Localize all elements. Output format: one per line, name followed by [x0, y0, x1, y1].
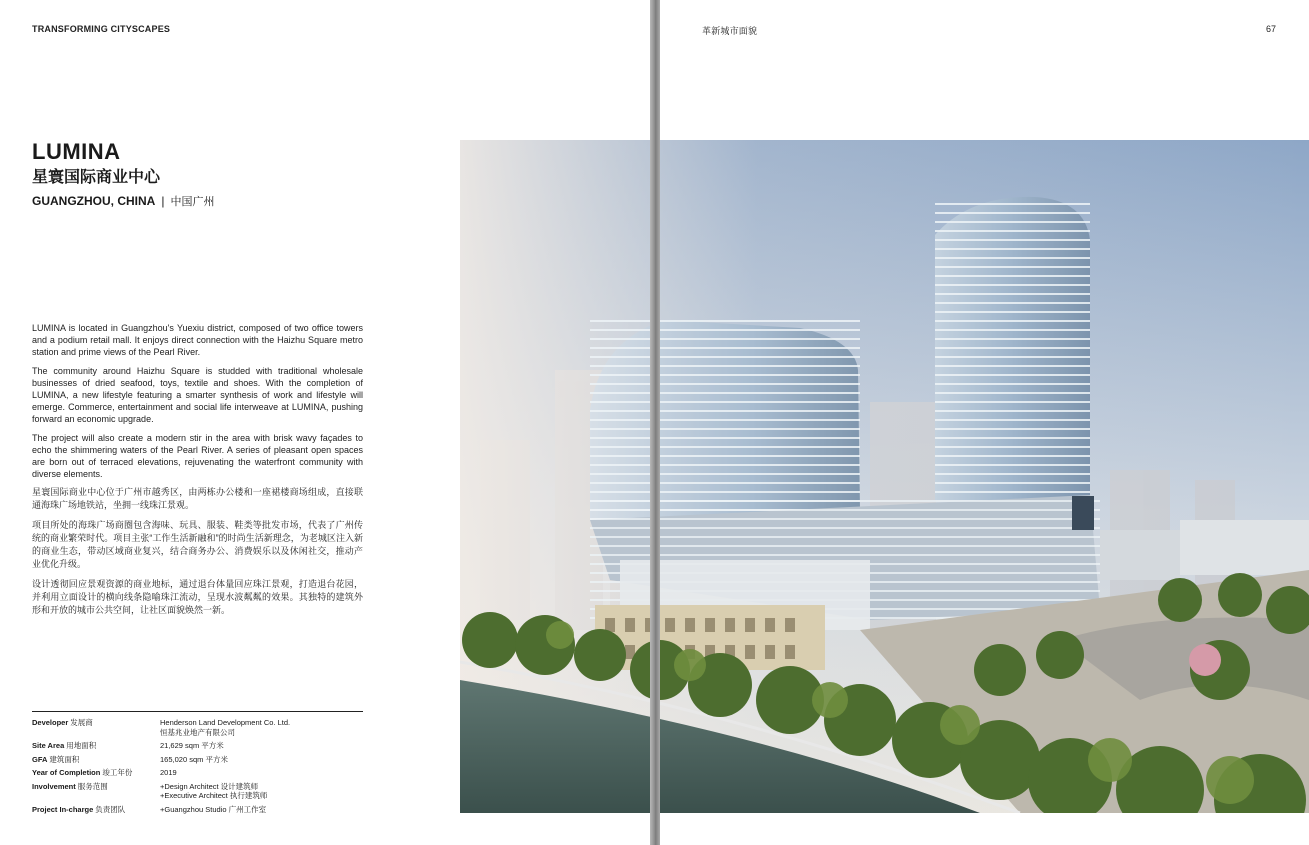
description-cn-paragraph: 项目所处的海珠广场商圈包含海味、玩具、服装、鞋类等批发市场，代表了广州传统的商业繁荣时代。项目主张“工作生活新融和”的时尚生活新理念，为老城区注入新的商业生态，带动区域商业复兴，结合商务办公、消费娱乐以及休闲社交，推动产业优化升级。 [32, 520, 363, 570]
info-row-site-area [32, 741, 363, 751]
info-row-year [32, 768, 363, 778]
description-en-paragraph: The project will also create a modern stir in the area with brisk wavy façades to echo the shimmering waters of the Pearl River. A series of pleasant open spaces are born out of terraced elevations, rejuvenating the waterfront community with diverse elements. [32, 432, 363, 480]
info-label: Site Area [32, 741, 65, 750]
info-label: Developer [32, 718, 69, 727]
location-en: GUANGZHOU, CHINA [32, 194, 156, 208]
location-separator: | [161, 194, 165, 208]
project-description [32, 322, 363, 624]
info-label-cn: 发展商 [70, 718, 93, 727]
running-head-right: 革新城市面貌 [702, 26, 758, 36]
description-cn-paragraph: 星寰国际商业中心位于广州市越秀区，由两栋办公楼和一座裙楼商场组成，直接联通海珠广场地铁站，坐拥一线珠江景观。 [32, 487, 363, 511]
location-cn: 中国广州 [170, 196, 215, 208]
info-label: Project In-charge [32, 804, 94, 814]
info-label: GFA [32, 754, 48, 764]
info-label-cn: 竣工年份 [102, 768, 133, 777]
architectural-rendering [460, 140, 650, 813]
running-head-left: TRANSFORMING CITYSCAPES [32, 24, 171, 34]
rendering-right-half [660, 140, 1309, 813]
rendering-left-half [460, 140, 650, 813]
book-gutter [650, 0, 660, 845]
info-label-cn: 服务范围 [77, 781, 108, 791]
architectural-rendering [660, 140, 1309, 813]
description-en-paragraph: LUMINA is located in Guangzhou's Yuexiu district, composed of two office towers and a podium retail mall. It enjoys direct connection with the Haizhu Square metro station and prime views of the Pearl River. [32, 323, 363, 358]
description-cn-paragraph: 设计透彻回应景观资源的商业地标，通过退台体量回应珠江景观，打造退台花园，并利用立面设计的横向线条隐喻珠江流动，呈现水波粼粼的效果。其独特的建筑外形和开放的城市公共空间，让社区面貌焕然一新。 [32, 579, 363, 616]
info-label: Year of Completion [32, 768, 101, 777]
info-value: Henderson Land Development Co. Ltd. [160, 718, 291, 727]
project-title-en: LUMINA [32, 139, 121, 164]
info-value: 165,020 sqm 平方米 [160, 754, 228, 764]
description-en-paragraph: The community around Haizhu Square is studded with traditional wholesale businesses of dried seafood, toys, textile and shoes. With the completion of LUMINA, a new lifestyle featuring a smarter synthesis of work and lifestyle will emerge. Commerce, entertainment and social life interweave at LUMINA, pushing forward an economic upgrade. [32, 365, 363, 425]
project-location [32, 193, 214, 209]
info-value: +Guangzhou Studio 广州工作室 [160, 804, 267, 814]
info-label: Involvement [32, 781, 76, 791]
info-value: 2019 [160, 768, 177, 777]
info-value-secondary: +Executive Architect 执行建筑师 [160, 791, 268, 800]
info-label-cn: 负责团队 [95, 804, 126, 814]
info-row-developer [32, 718, 363, 737]
page-number: 67 [1266, 24, 1277, 34]
project-info-table [32, 711, 363, 818]
info-label-cn: 建筑面积 [49, 754, 80, 764]
info-value: 21,629 sqm 平方米 [160, 741, 224, 750]
info-value: +Design Architect 设计建筑师 [160, 781, 259, 791]
project-title-cn: 星寰国际商业中心 [32, 169, 161, 186]
info-row-gfa [32, 755, 363, 765]
info-row-project-in-charge [32, 805, 363, 815]
info-row-involvement [32, 782, 363, 801]
info-value-secondary: 恒基兆业地产有限公司 [160, 727, 235, 737]
info-label-cn: 用地面积 [66, 741, 97, 750]
